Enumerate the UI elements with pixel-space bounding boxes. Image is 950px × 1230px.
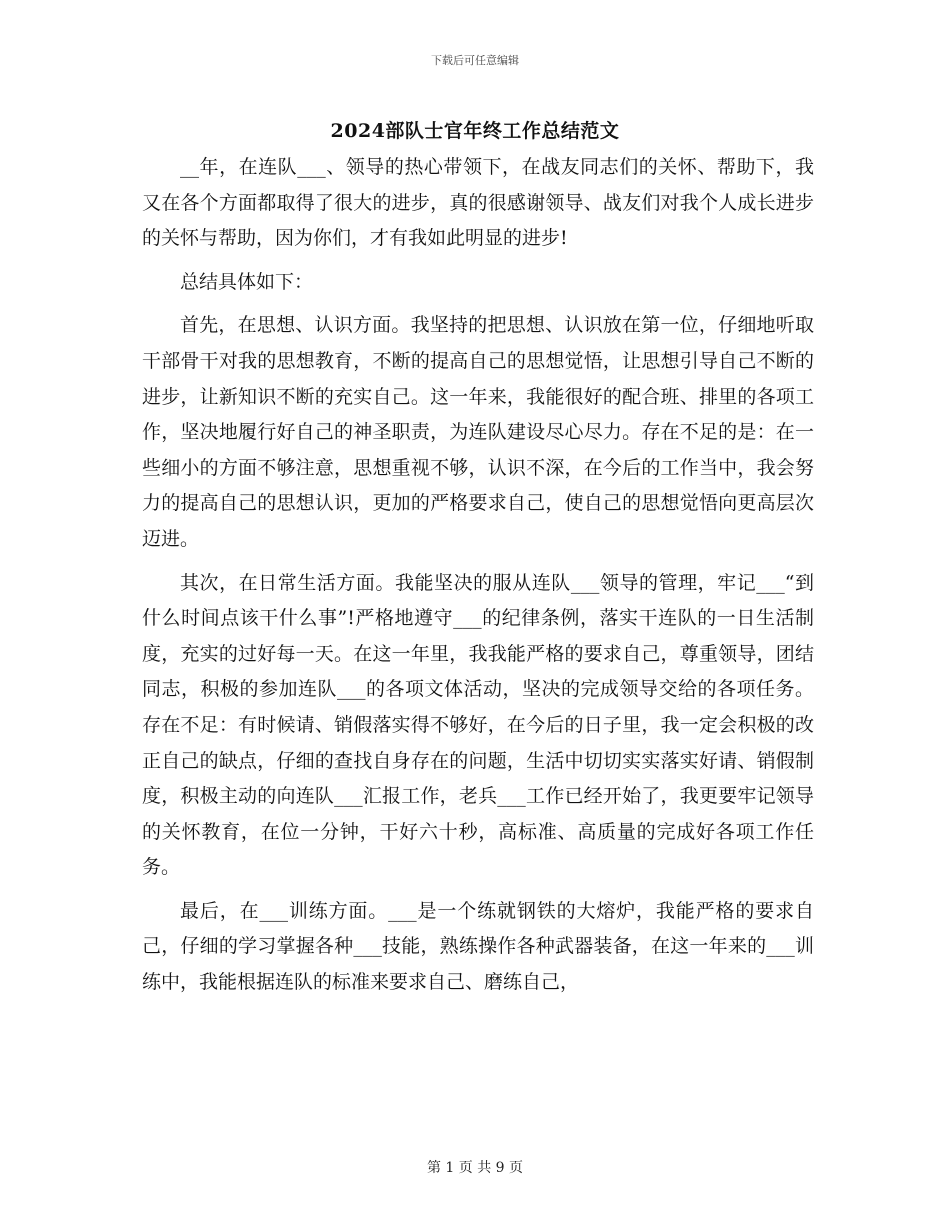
paragraph-daily-life: 其次，在日常生活方面。我能坚决的服从连队___领导的管理，牢记___“到什么时间点该干什么事”!严格地遵守___的纪律条例，落实干连队的一日生活制度，充实的过好每一天。在这一年里，我我能严格的要求自己，尊重领导，团结同志，积极的参加连队___的各项文体活动，坚决的完成领导交给的各项任务。存在不足：有时候请、销假落实得不够好，在今后的日子里，我一定会积极的改正自己的缺点，仔细的查找自身存在的问题，生活中切切实实落实好请、销假制度，积极主动的向连队___汇报工作，老兵___工作已经开始了，我更要牢记领导的关怀教育，在位一分钟，干好六十秒，高标准、高质量的完成好各项工作任务。	[142, 571, 814, 879]
paragraph-intro: __年，在连队___、领导的热心带领下，在战友同志们的关怀、帮助下，我又在各个方面都取得了很大的进步，真的很感谢领导、战友们对我个人成长进步的关怀与帮助，因为你们，才有我如此明显的进步!	[142, 156, 814, 250]
page-number-footer: 第 1 页 共 9 页	[426, 1160, 524, 1176]
document-body	[142, 150, 814, 1009]
page-header-note: 下载后可任意编辑	[431, 54, 519, 67]
paragraph-summary-lead: 总结具体如下：	[180, 270, 314, 293]
document-title: 2024部队士官年终工作总结范文	[330, 120, 620, 142]
paragraph-training: 最后，在___训练方面。___是一个练就钢铁的大熔炉，我能严格的要求自己，仔细的学习掌握各种___技能，熟练操作各种武器装备，在这一年来的___训练中，我能根据连队的标准来要求自己、磨练自己，	[142, 899, 814, 994]
paragraph-thought: 首先，在思想、认识方面。我坚持的把思想、认识放在第一位，仔细地听取干部骨干对我的思想教育，不断的提高自己的思想觉悟，让思想引导自己不断的进步，让新知识不断的充实自己。这一年来，我能很好的配合班、排里的各项工作，坚决地履行好自己的神圣职责，为连队建设尽心尽力。存在不足的是：在一些细小的方面不够注意，思想重视不够，认识不深，在今后的工作当中，我会努力的提高自己的思想认识，更加的严格要求自己，使自己的思想觉悟向更高层次迈进。	[142, 314, 814, 550]
